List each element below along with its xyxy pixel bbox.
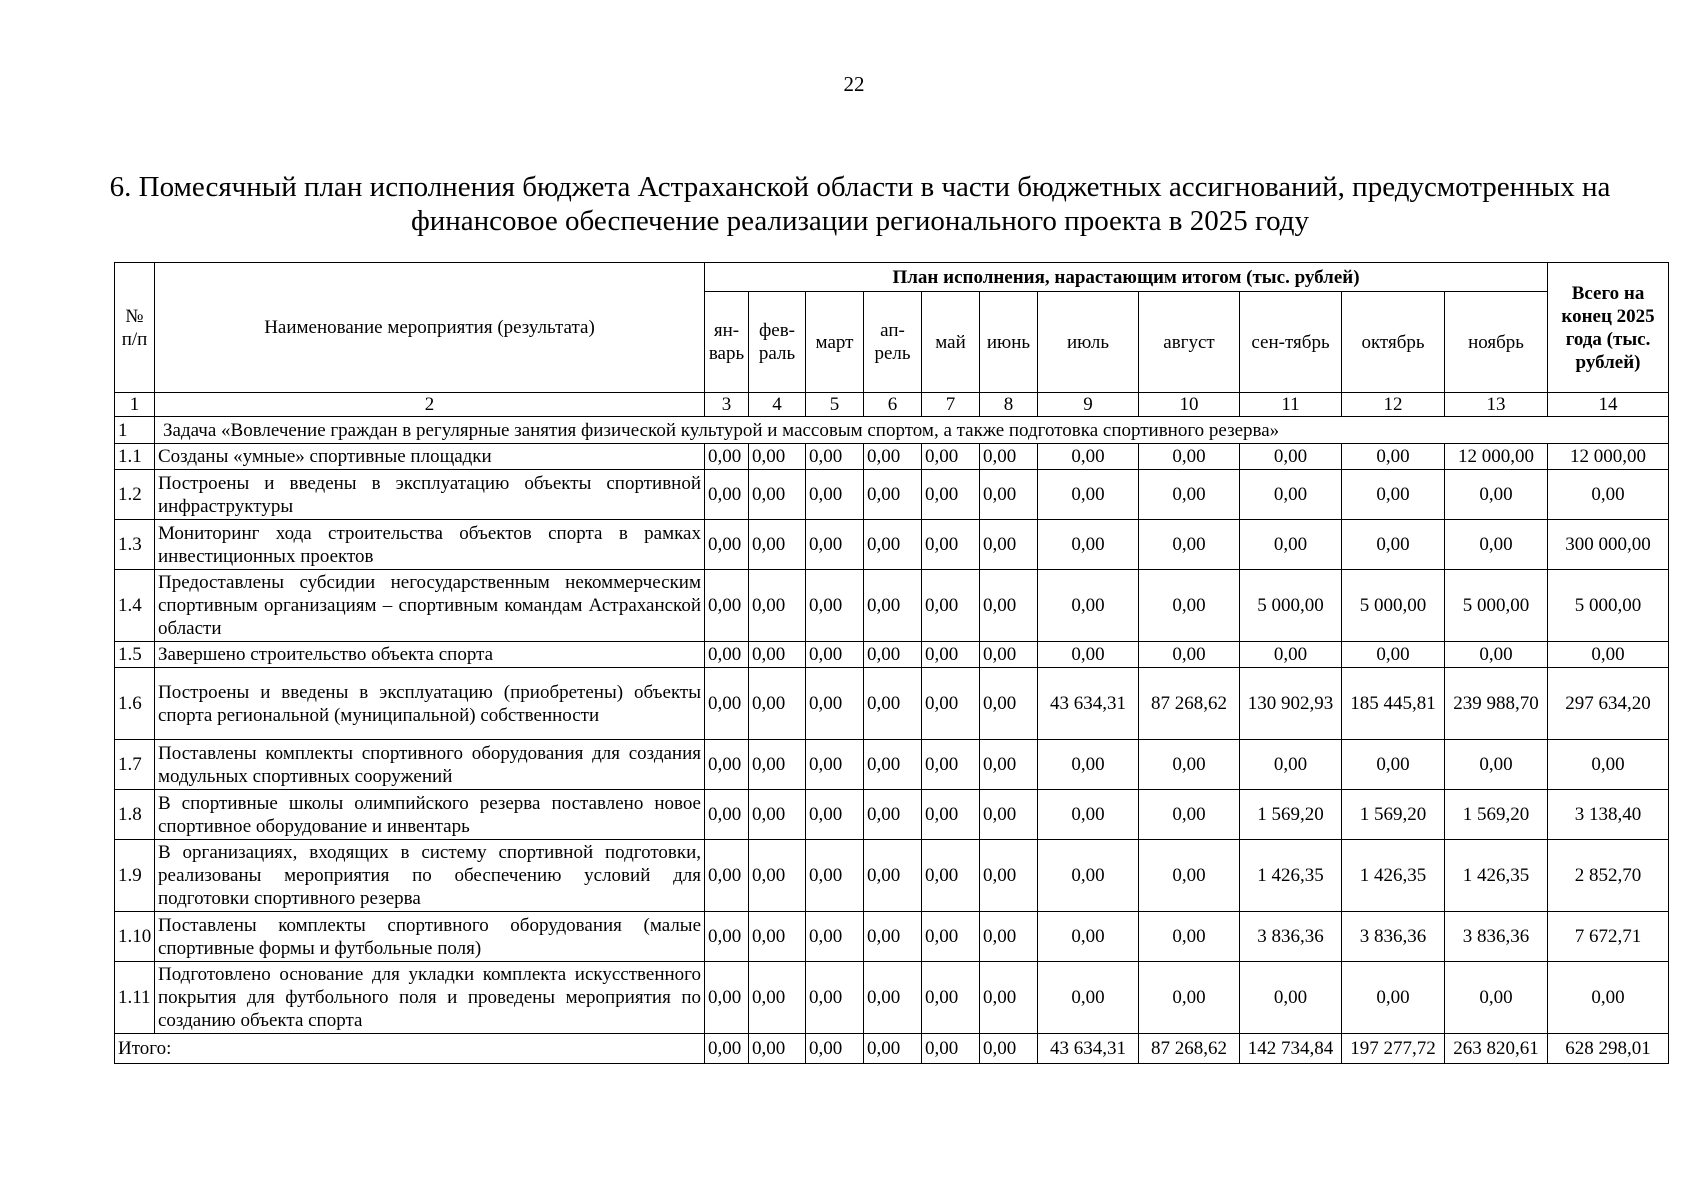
row-value: 0,00	[864, 912, 922, 962]
column-number: 4	[749, 393, 806, 417]
row-value: 0,00	[1342, 470, 1445, 520]
row-value: 5 000,00	[1342, 570, 1445, 642]
row-value: 0,00	[705, 642, 749, 668]
row-value: 0,00	[864, 740, 922, 790]
row-value: 0,00	[922, 962, 980, 1034]
task-text: Задача «Вовлечение граждан в регулярные занятия физической культурой и массовым спортом, а также подготовка спортивного резерва»	[155, 417, 1669, 444]
row-value: 0,00	[1139, 520, 1240, 570]
row-id: 1.1	[115, 444, 155, 470]
row-value: 0,00	[749, 444, 806, 470]
header-month: март	[806, 292, 864, 393]
row-value: 0,00	[1139, 642, 1240, 668]
row-value: 0,00	[1445, 740, 1548, 790]
row-value: 0,00	[864, 668, 922, 740]
row-value: 0,00	[980, 740, 1038, 790]
row-value: 0,00	[980, 668, 1038, 740]
row-value: 0,00	[1139, 790, 1240, 840]
total-value: 87 268,62	[1139, 1034, 1240, 1064]
row-value: 0,00	[1240, 444, 1342, 470]
row-value: 0,00	[864, 470, 922, 520]
header-month: август	[1139, 292, 1240, 393]
row-value: 0,00	[705, 790, 749, 840]
header-month: фев-раль	[749, 292, 806, 393]
column-number: 14	[1548, 393, 1669, 417]
column-number: 8	[980, 393, 1038, 417]
row-value: 3 836,36	[1342, 912, 1445, 962]
row-value: 0,00	[806, 740, 864, 790]
row-value: 0,00	[749, 912, 806, 962]
row-value: 0,00	[749, 520, 806, 570]
row-name: Предоставлены субсидии негосударственным некоммерческим спортивным организациям – спортивным командам Астраханской области	[155, 570, 705, 642]
row-value: 0,00	[749, 570, 806, 642]
row-id: 1.3	[115, 520, 155, 570]
total-value: 628 298,01	[1548, 1034, 1669, 1064]
row-value: 0,00	[1240, 642, 1342, 668]
row-id: 1.9	[115, 840, 155, 912]
header-month: сен-тябрь	[1240, 292, 1342, 393]
table-row	[115, 912, 1669, 962]
row-value: 0,00	[1038, 912, 1139, 962]
header-month: июль	[1038, 292, 1139, 393]
column-number: 5	[806, 393, 864, 417]
budget-plan-table	[114, 262, 1669, 1064]
row-name: Мониторинг хода строительства объектов спорта в рамках инвестиционных проектов	[155, 520, 705, 570]
row-value: 0,00	[806, 642, 864, 668]
header-name: Наименование мероприятия (результата)	[155, 263, 705, 393]
row-value: 0,00	[922, 790, 980, 840]
row-value: 0,00	[806, 668, 864, 740]
row-value: 3 836,36	[1445, 912, 1548, 962]
total-value: 0,00	[922, 1034, 980, 1064]
row-value: 0,00	[1548, 740, 1669, 790]
row-value: 0,00	[864, 444, 922, 470]
row-value: 43 634,31	[1038, 668, 1139, 740]
row-value: 0,00	[1139, 570, 1240, 642]
row-value: 0,00	[1038, 570, 1139, 642]
document-title: 6. Помесячный план исполнения бюджета Астраханской области в части бюджетных ассигнований, предусмотренных на финансовое обеспечение реализации регионального проекта в 2025 году	[109, 171, 1611, 237]
table-row	[115, 740, 1669, 790]
column-number: 6	[864, 393, 922, 417]
header-month: май	[922, 292, 980, 393]
table-row	[115, 840, 1669, 912]
row-value: 0,00	[1445, 470, 1548, 520]
row-value: 0,00	[1240, 740, 1342, 790]
row-value: 2 852,70	[1548, 840, 1669, 912]
row-value: 0,00	[705, 912, 749, 962]
row-value: 0,00	[1139, 444, 1240, 470]
row-value: 0,00	[1445, 520, 1548, 570]
row-value: 130 902,93	[1240, 668, 1342, 740]
column-number: 7	[922, 393, 980, 417]
row-value: 0,00	[806, 840, 864, 912]
column-number: 12	[1342, 393, 1445, 417]
row-value: 0,00	[806, 962, 864, 1034]
row-value: 0,00	[1342, 740, 1445, 790]
row-value: 1 426,35	[1240, 840, 1342, 912]
row-value: 0,00	[1038, 520, 1139, 570]
row-id: 1.2	[115, 470, 155, 520]
row-value: 0,00	[980, 520, 1038, 570]
row-value: 297 634,20	[1548, 668, 1669, 740]
row-value: 0,00	[1548, 962, 1669, 1034]
column-number: 3	[705, 393, 749, 417]
header-num: № п/п	[115, 263, 155, 393]
header-month: ноябрь	[1445, 292, 1548, 393]
row-value: 0,00	[922, 668, 980, 740]
row-name: Подготовлено основание для укладки комплекта искусственного покрытия для футбольного поля и проведены мероприятия по созданию объекта спорта	[155, 962, 705, 1034]
row-value: 0,00	[1342, 444, 1445, 470]
row-value: 0,00	[922, 520, 980, 570]
row-value: 0,00	[922, 444, 980, 470]
row-value: 0,00	[1139, 740, 1240, 790]
row-value: 3 138,40	[1548, 790, 1669, 840]
row-value: 0,00	[749, 642, 806, 668]
total-label: Итого:	[115, 1034, 705, 1064]
row-value: 0,00	[1139, 470, 1240, 520]
row-value: 0,00	[1240, 520, 1342, 570]
row-value: 0,00	[1240, 962, 1342, 1034]
row-value: 0,00	[806, 912, 864, 962]
row-value: 0,00	[806, 570, 864, 642]
row-value: 0,00	[705, 444, 749, 470]
row-value: 0,00	[1548, 470, 1669, 520]
row-value: 0,00	[980, 840, 1038, 912]
table-row	[115, 668, 1669, 740]
row-value: 0,00	[980, 444, 1038, 470]
table-row	[115, 520, 1669, 570]
row-value: 0,00	[980, 470, 1038, 520]
column-number: 13	[1445, 393, 1548, 417]
row-value: 0,00	[705, 740, 749, 790]
task-id: 1	[115, 417, 155, 444]
row-value: 0,00	[1038, 740, 1139, 790]
row-value: 0,00	[864, 642, 922, 668]
total-value: 0,00	[806, 1034, 864, 1064]
row-value: 0,00	[806, 790, 864, 840]
row-value: 0,00	[980, 570, 1038, 642]
row-value: 0,00	[864, 570, 922, 642]
column-number: 11	[1240, 393, 1342, 417]
row-value: 1 569,20	[1445, 790, 1548, 840]
row-value: 0,00	[1342, 962, 1445, 1034]
row-value: 0,00	[749, 790, 806, 840]
row-value: 0,00	[705, 520, 749, 570]
row-value: 0,00	[1139, 912, 1240, 962]
row-name: Поставлены комплекты спортивного оборудования (малые спортивные формы и футбольные поля)	[155, 912, 705, 962]
row-value: 0,00	[864, 790, 922, 840]
row-id: 1.6	[115, 668, 155, 740]
total-value: 0,00	[980, 1034, 1038, 1064]
row-value: 0,00	[1038, 962, 1139, 1034]
header-month: октябрь	[1342, 292, 1445, 393]
row-value: 0,00	[806, 520, 864, 570]
total-value: 142 734,84	[1240, 1034, 1342, 1064]
row-value: 0,00	[705, 470, 749, 520]
row-id: 1.4	[115, 570, 155, 642]
row-value: 0,00	[864, 840, 922, 912]
row-value: 0,00	[1240, 470, 1342, 520]
column-number: 1	[115, 393, 155, 417]
row-name: Созданы «умные» спортивные площадки	[155, 444, 705, 470]
row-name: Построены и введены в эксплуатацию объекты спортивной инфраструктуры	[155, 470, 705, 520]
column-number: 9	[1038, 393, 1139, 417]
total-value: 43 634,31	[1038, 1034, 1139, 1064]
row-value: 7 672,71	[1548, 912, 1669, 962]
row-value: 0,00	[922, 570, 980, 642]
table-body	[115, 417, 1669, 1064]
row-name: В спортивные школы олимпийского резерва поставлено новое спортивное оборудование и инвентарь	[155, 790, 705, 840]
row-value: 0,00	[1139, 840, 1240, 912]
total-row	[115, 1034, 1669, 1064]
table-row	[115, 570, 1669, 642]
row-value: 0,00	[749, 470, 806, 520]
row-value: 12 000,00	[1548, 444, 1669, 470]
row-value: 239 988,70	[1445, 668, 1548, 740]
row-id: 1.5	[115, 642, 155, 668]
table-row	[115, 444, 1669, 470]
row-value: 0,00	[980, 642, 1038, 668]
column-number: 2	[155, 393, 705, 417]
header-plan: План исполнения, нарастающим итогом (тыс. рублей)	[705, 263, 1548, 292]
row-id: 1.11	[115, 962, 155, 1034]
table-row	[115, 642, 1669, 668]
row-name: Завершено строительство объекта спорта	[155, 642, 705, 668]
row-value: 300 000,00	[1548, 520, 1669, 570]
row-value: 5 000,00	[1548, 570, 1669, 642]
total-value: 0,00	[749, 1034, 806, 1064]
row-value: 0,00	[749, 840, 806, 912]
header-month: июнь	[980, 292, 1038, 393]
row-value: 0,00	[922, 840, 980, 912]
row-value: 3 836,36	[1240, 912, 1342, 962]
row-value: 0,00	[705, 962, 749, 1034]
row-value: 0,00	[864, 962, 922, 1034]
row-value: 0,00	[749, 740, 806, 790]
row-value: 0,00	[980, 790, 1038, 840]
row-value: 0,00	[806, 470, 864, 520]
row-value: 0,00	[1038, 790, 1139, 840]
row-value: 0,00	[980, 962, 1038, 1034]
header-month: ап-рель	[864, 292, 922, 393]
row-name: В организациях, входящих в систему спортивной подготовки, реализованы мероприятия по обеспечению условий для подготовки спортивного резерва	[155, 840, 705, 912]
row-value: 1 569,20	[1342, 790, 1445, 840]
row-value: 0,00	[922, 740, 980, 790]
row-value: 1 569,20	[1240, 790, 1342, 840]
row-value: 12 000,00	[1445, 444, 1548, 470]
row-value: 1 426,35	[1445, 840, 1548, 912]
row-value: 0,00	[749, 668, 806, 740]
row-value: 0,00	[922, 470, 980, 520]
table-row	[115, 962, 1669, 1034]
row-value: 0,00	[1038, 642, 1139, 668]
table-row	[115, 790, 1669, 840]
row-value: 185 445,81	[1342, 668, 1445, 740]
row-name: Поставлены комплекты спортивного оборудования для создания модульных спортивных сооружений	[155, 740, 705, 790]
row-value: 0,00	[1038, 444, 1139, 470]
row-value: 0,00	[922, 642, 980, 668]
row-value: 0,00	[705, 570, 749, 642]
row-value: 0,00	[980, 912, 1038, 962]
row-id: 1.10	[115, 912, 155, 962]
row-value: 0,00	[1038, 470, 1139, 520]
total-value: 197 277,72	[1342, 1034, 1445, 1064]
row-name: Построены и введены в эксплуатацию (приобретены) объекты спорта региональной (муниципальной) собственности	[155, 668, 705, 740]
row-value: 5 000,00	[1445, 570, 1548, 642]
row-value: 0,00	[1445, 962, 1548, 1034]
table-row	[115, 470, 1669, 520]
row-value: 0,00	[864, 520, 922, 570]
header-month: ян-варь	[705, 292, 749, 393]
table-header	[115, 263, 1669, 417]
row-value: 0,00	[1342, 520, 1445, 570]
row-value: 0,00	[1139, 962, 1240, 1034]
row-value: 0,00	[1548, 642, 1669, 668]
row-value: 1 426,35	[1342, 840, 1445, 912]
row-value: 0,00	[806, 444, 864, 470]
task-row	[115, 417, 1669, 444]
row-id: 1.7	[115, 740, 155, 790]
column-number: 10	[1139, 393, 1240, 417]
row-value: 0,00	[705, 840, 749, 912]
row-value: 0,00	[922, 912, 980, 962]
total-value: 0,00	[864, 1034, 922, 1064]
header-total: Всего на конец 2025 года (тыс. рублей)	[1548, 263, 1669, 393]
row-value: 0,00	[1342, 642, 1445, 668]
row-id: 1.8	[115, 790, 155, 840]
row-value: 0,00	[705, 668, 749, 740]
row-value: 87 268,62	[1139, 668, 1240, 740]
total-value: 263 820,61	[1445, 1034, 1548, 1064]
row-value: 0,00	[1445, 642, 1548, 668]
row-value: 5 000,00	[1240, 570, 1342, 642]
total-value: 0,00	[705, 1034, 749, 1064]
row-value: 0,00	[749, 962, 806, 1034]
page-number: 22	[843, 72, 865, 96]
row-value: 0,00	[1038, 840, 1139, 912]
